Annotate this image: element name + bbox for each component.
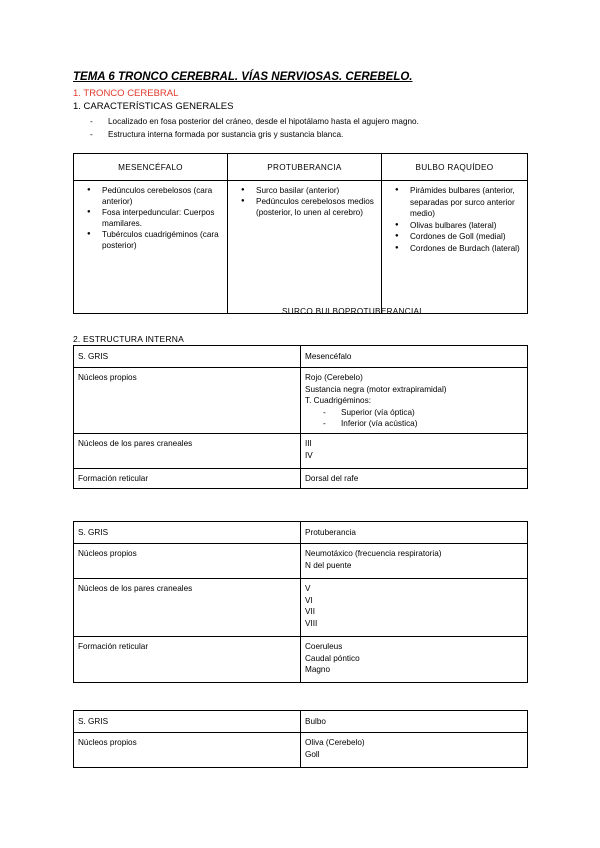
column-header-protuberancia: PROTUBERANCIA — [228, 154, 382, 181]
list-item: ● Pedúnculos cerebelosos (cara anterior) — [78, 185, 221, 207]
table-header-cell: S. GRIS — [74, 522, 301, 544]
mesencefalo-cell — [74, 181, 228, 314]
row-label: Núcleos de los pares craneales — [74, 434, 301, 469]
list-item: - Localizado en fosa posterior del cráneo, desde el hipotálamo hasta el agujero magno. — [90, 115, 419, 128]
protuberancia-cell — [228, 181, 382, 314]
list-item: ● Tubérculos cuadrigéminos (cara posterior) — [78, 229, 221, 251]
cell-line: N del puente — [305, 560, 352, 570]
cell-line: IV — [305, 450, 313, 460]
sub-item: - Inferior (vía acústica) — [323, 419, 418, 428]
table-cell — [301, 544, 528, 579]
cell-line: Rojo (Cerebelo) — [305, 373, 363, 382]
cell-line: Neumotáxico (frecuencia respiratoria) — [305, 549, 442, 558]
characteristics-list — [90, 115, 419, 141]
row-label: Núcleos propios — [74, 733, 301, 768]
row-label: Formación reticular — [74, 637, 301, 683]
cell-line: Oliva (Cerebelo) — [305, 738, 365, 747]
cell-line: Dorsal del rafe — [305, 474, 359, 483]
cell-line: Goll — [305, 749, 320, 759]
cell-line: Caudal póntico — [305, 653, 360, 663]
column-header-bulbo: BULBO RAQUÍDEO — [382, 154, 528, 181]
table-caption: SURCO BULBOPROTUBERANCIAL — [282, 307, 425, 316]
cell-line: Sustancia negra (motor extrapiramidal) — [305, 384, 447, 394]
table-header-cell: S. GRIS — [74, 346, 301, 368]
table-cell — [301, 579, 528, 637]
cell-line: VI — [305, 595, 313, 605]
list-item: ● Fosa interpeduncular: Cuerpos mamilares. — [78, 207, 221, 229]
list-item: ● Surco basilar (anterior) — [232, 185, 377, 196]
bulbo-cell — [382, 181, 528, 314]
row-label: Núcleos propios — [74, 368, 301, 434]
cell-line: VIII — [305, 618, 318, 628]
list-item: - Estructura interna formada por sustancia gris y sustancia blanca. — [90, 128, 419, 141]
table-cell — [301, 469, 528, 489]
cell-line: V — [305, 584, 311, 593]
bulbo-table — [73, 710, 528, 768]
sub-item: - Superior (vía óptica) — [323, 407, 415, 417]
section-heading-estructura: 2. ESTRUCTURA INTERNA — [73, 334, 184, 344]
document-title: TEMA 6 TRONCO CEREBRAL. VÍAS NERVIOSAS. CEREBELO. — [73, 71, 413, 83]
list-item: ● Pirámides bulbares (anterior, separadas por surco anterior medio) — [386, 185, 523, 220]
cell-line: III — [305, 439, 312, 448]
table-header-cell: S. GRIS — [74, 711, 301, 733]
table-header-cell: Bulbo — [301, 711, 528, 733]
list-item: ● Cordones de Goll (medial) — [386, 231, 523, 243]
list-item: ● Cordones de Burdach (lateral) — [386, 243, 523, 255]
column-header-mesencefalo: MESENCÉFALO — [74, 154, 228, 181]
cell-line: Magno — [305, 665, 331, 674]
protuberancia-table — [73, 521, 528, 683]
cell-line: VII — [305, 607, 316, 616]
row-label: Núcleos propios — [74, 544, 301, 579]
table-cell — [301, 733, 528, 768]
characteristics-table — [73, 153, 528, 314]
section-heading-tronco: 1. TRONCO CEREBRAL — [73, 88, 179, 99]
section-heading-caracteristicas: 1. CARACTERÍSTICAS GENERALES — [73, 101, 234, 112]
table-cell — [301, 637, 528, 683]
mesencefalo-table — [73, 345, 528, 489]
cell-line: Coeruleus — [305, 642, 343, 651]
table-header-cell: Protuberancia — [301, 522, 528, 544]
table-header-cell: Mesencéfalo — [301, 346, 528, 368]
table-cell — [301, 368, 528, 434]
row-label: Núcleos de los pares craneales — [74, 579, 301, 637]
list-item: ● Pedúnculos cerebelosos medios (posterior, lo unen al cerebro) — [232, 196, 377, 218]
list-item: ● Olivas bulbares (lateral) — [386, 220, 523, 232]
cell-line: T. Cuadrigéminos: — [305, 396, 371, 405]
row-label: Formación reticular — [74, 469, 301, 489]
table-cell — [301, 434, 528, 469]
